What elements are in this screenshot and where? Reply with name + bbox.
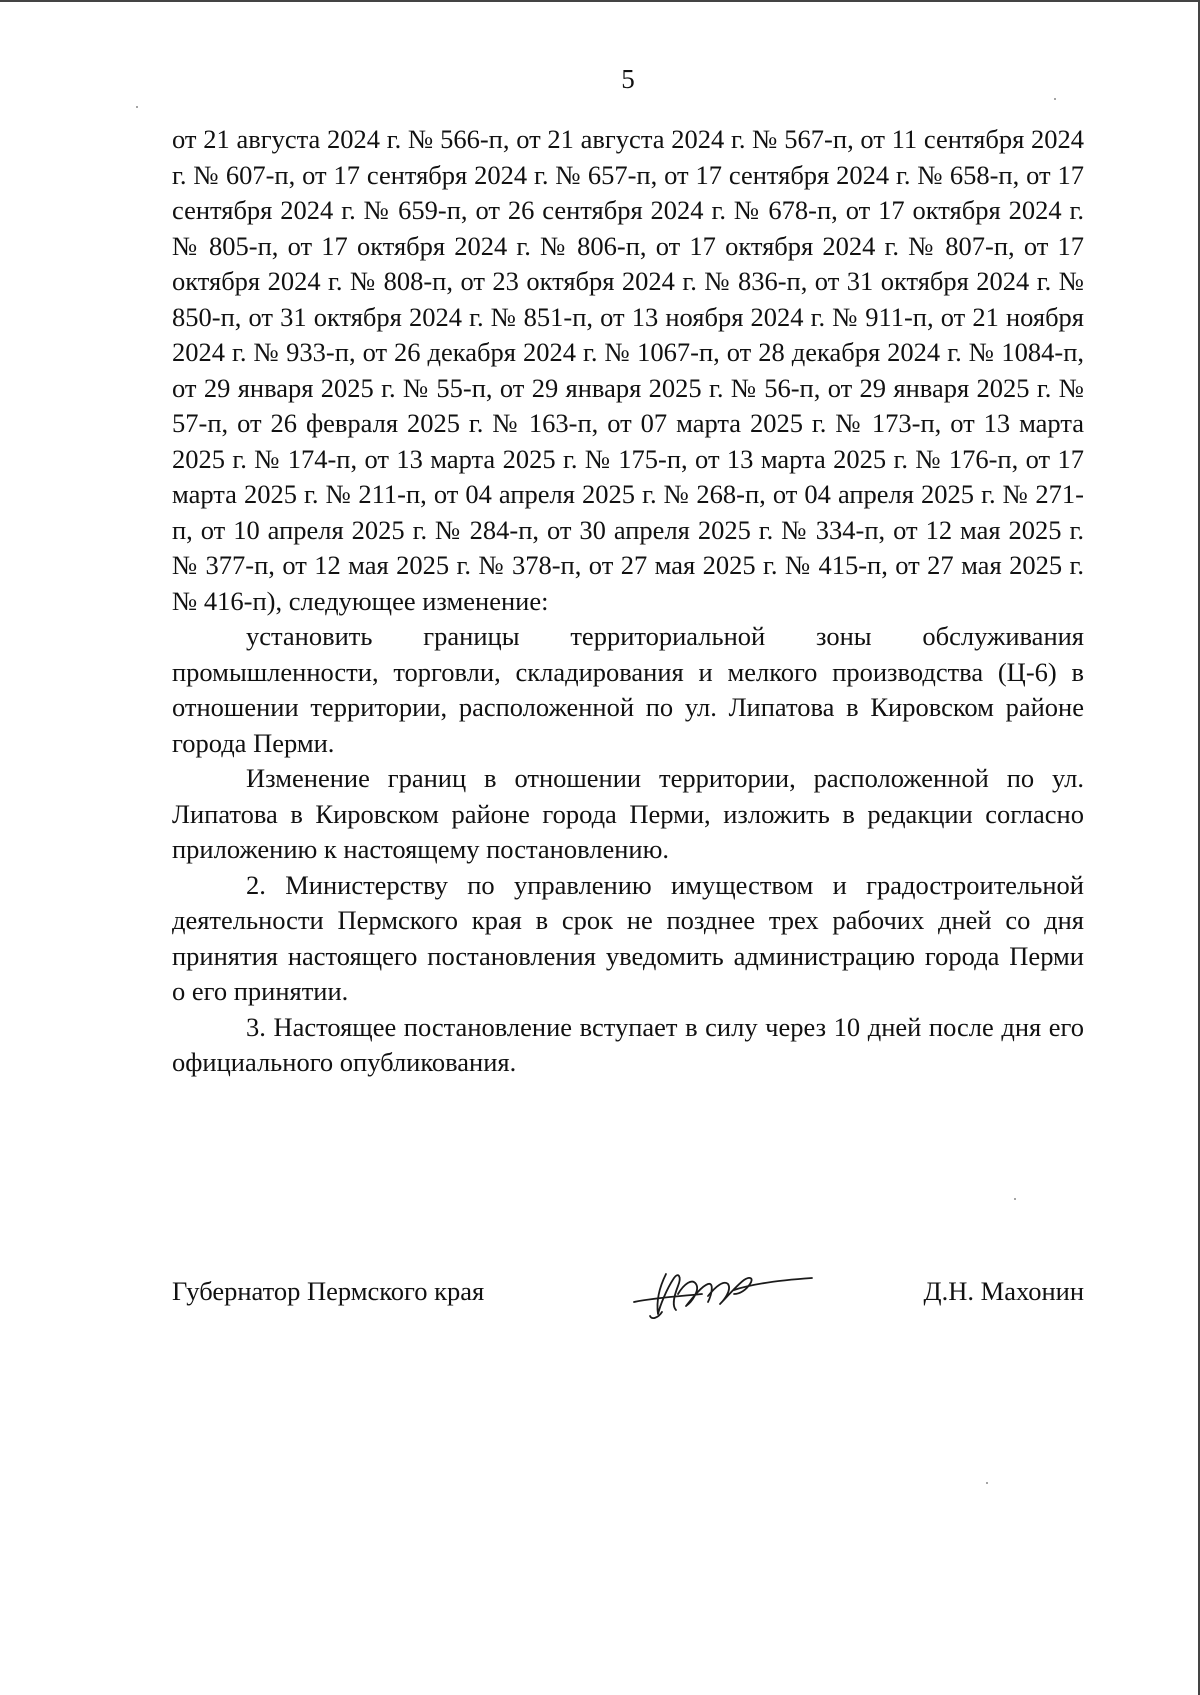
- scan-speck: [1014, 1198, 1016, 1200]
- page-number: 5: [621, 64, 635, 94]
- paragraph-item-2: 2. Министерству по управлению имуществом и градостроительной деятельности Пермского края в срок не позднее трех рабочих дней со дня принятия настоящего постановления уведомить администрацию города Перми о его принятии.: [172, 869, 1084, 1006]
- signatory-name: Д.Н. Махонин: [923, 1276, 1084, 1306]
- scan-speck: [136, 106, 138, 108]
- handwritten-signature-icon: [622, 1250, 822, 1330]
- document-body: [172, 122, 1084, 1081]
- scan-speck: [986, 1482, 988, 1484]
- signatory-position: Губернатор Пермского края: [172, 1276, 485, 1306]
- paragraph-boundary-change: Изменение границ в отношении территории, расположенной по ул. Липатова в Кировском районе города Перми, изложить в редакции согласно приложению к настоящему постановлению.: [172, 763, 1084, 864]
- paragraph-zone-boundaries: установить границы территориальной зоны обслуживания промышленности, торговли, складирования и мелкого производства (Ц-6) в отношении территории, расположенной по ул. Липатова в Кировском районе города Перми.: [172, 621, 1084, 758]
- signature-block: [172, 1264, 1084, 1334]
- paragraph-item-3: 3. Настоящее постановление вступает в силу через 10 дней после дня его официального опубликования.: [172, 1011, 1084, 1077]
- scan-speck: [1054, 98, 1056, 100]
- paragraph-continuation: от 21 августа 2024 г. № 566-п, от 21 августа 2024 г. № 567-п, от 11 сентября 2024 г. № 607-п, от 17 сентября 2024 г. № 657-п, от 17 сентября 2024 г. № 658-п, от 17 сентября 2024 г. № 659-п, от 26 сентября 2024 г. № 678-п, от 17 октября 2024 г. № 805-п, от 17 октября 2024 г. № 806-п, от 17 октября 2024 г. № 807-п, от 17 октября 2024 г. № 808-п, от 23 октября 2024 г. № 836-п, от 31 октября 2024 г. № 850-п, от 31 октября 2024 г. № 851-п, от 13 ноября 2024 г. № 911-п, от 21 ноября 2024 г. № 933-п, от 26 декабря 2024 г. № 1067-п, от 28 декабря 2024 г. № 1084-п, от 29 января 2025 г. № 55-п, от 29 января 2025 г. № 56-п, от 29 января 2025 г. № 57-п, от 26 февраля 2025 г. № 163-п, от 07 марта 2025 г. № 173-п, от 13 марта 2025 г. № 174-п, от 13 марта 2025 г. № 175-п, от 13 марта 2025 г. № 176-п, от 17 марта 2025 г. № 211-п, от 04 апреля 2025 г. № 268-п, от 04 апреля 2025 г. № 271-п, от 10 апреля 2025 г. № 284-п, от 30 апреля 2025 г. № 334-п, от 12 мая 2025 г. № 377-п, от 12 мая 2025 г. № 378-п, от 27 мая 2025 г. № 415-п, от 27 мая 2025 г. № 416-п), следующее изменение:: [172, 124, 1084, 616]
